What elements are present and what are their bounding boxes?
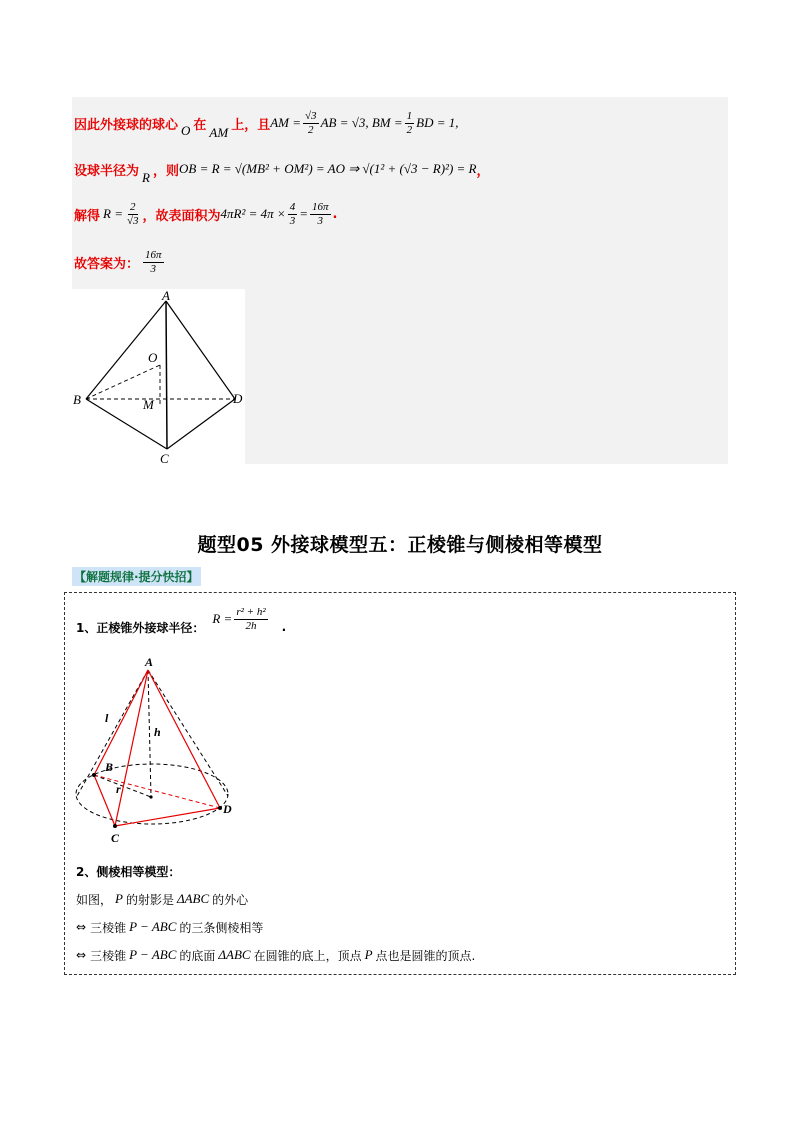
tetrahedron-figure	[72, 289, 245, 464]
point-d	[218, 806, 222, 810]
edge-dc	[167, 399, 235, 449]
rule-2-line-2	[76, 917, 263, 937]
text: 在	[193, 117, 207, 133]
label-r: r	[116, 782, 121, 796]
edge-ab	[94, 670, 148, 775]
label-h: h	[154, 725, 161, 739]
text: 三棱锥	[90, 920, 127, 935]
text: 因此外接球的球心	[74, 117, 179, 133]
var-o: O	[181, 123, 191, 138]
label-d: D	[233, 391, 243, 406]
fraction: $\frac{16\pi}{3}$	[312, 200, 329, 227]
fraction: $\frac{2}{√3}$	[126, 200, 139, 227]
point-center	[149, 795, 152, 798]
edge-ac	[115, 670, 148, 826]
label-m: M	[143, 397, 154, 412]
label-b: B	[105, 760, 114, 774]
cone-base	[76, 764, 228, 824]
solution-line-4	[74, 244, 166, 280]
text: 设球半径为	[74, 163, 140, 179]
label-a: A	[162, 289, 170, 303]
edge-ad	[166, 301, 235, 399]
radius-formula: $\frac{\text{r² + h²}}{2h}$	[236, 605, 266, 632]
math: R =	[212, 611, 233, 626]
math: BD = 1,	[416, 115, 459, 130]
label-l: l	[105, 711, 109, 725]
label-o: O	[148, 350, 158, 365]
fraction: $\frac{√3}{2}$	[305, 109, 317, 136]
text: 的外心	[212, 892, 249, 907]
label-a: A	[145, 655, 154, 669]
math: R =	[103, 206, 123, 221]
rule-1-label: 1、正棱锥外接球半径：	[76, 620, 205, 635]
label-d: D	[223, 802, 232, 816]
math: OB = R = √(MB² + OM²) = AO ⇒ √(1² + (√3 − R)²) = R	[178, 161, 477, 176]
var-p: P	[115, 891, 123, 906]
text: .	[281, 620, 287, 634]
solution-line-3	[74, 196, 337, 232]
fraction: $\frac{4}{3}$	[289, 200, 296, 227]
equivalence-icon: ⇔	[76, 948, 87, 962]
edge-bc	[86, 399, 167, 449]
text: 如图，	[76, 892, 113, 907]
var-r: R	[142, 170, 150, 185]
text: 故答案为：	[74, 256, 140, 272]
answer-fraction: $\frac{16\pi}{3}$	[145, 248, 162, 275]
math: AB = √3, BM =	[320, 115, 403, 130]
text: .	[332, 206, 338, 222]
label-c: C	[160, 451, 169, 464]
triangle-abc: ΔABC	[218, 947, 251, 962]
fraction: $\frac{1}{2}$	[406, 109, 413, 136]
math: =	[299, 206, 308, 221]
tips-tag: 【解题规律·提分快招】	[72, 567, 201, 586]
text: ，则	[152, 163, 179, 179]
segment-bo	[86, 365, 160, 399]
section-title: 题型05 外接球模型五：正棱锥与侧棱相等模型	[197, 534, 603, 556]
triangle-abc: ΔABC	[176, 891, 210, 906]
pyramid-pabc: P − ABC	[129, 947, 177, 962]
point-b	[92, 773, 96, 777]
rule-1	[76, 605, 287, 646]
label-c: C	[111, 831, 120, 845]
solution-line-1	[74, 106, 459, 140]
text: ，	[476, 163, 490, 179]
edge-ac	[166, 301, 167, 449]
var-am: AM	[209, 125, 229, 140]
var-p: P	[364, 947, 373, 962]
text: 的三条侧棱相等	[179, 920, 264, 935]
point-c	[113, 824, 117, 828]
rule-2-label: 2、侧棱相等模型：	[76, 864, 181, 879]
edge-ad	[148, 670, 220, 808]
solution-line-2	[74, 152, 490, 186]
rule-2-line-3	[76, 945, 475, 965]
pyramid-pabc: P − ABC	[129, 919, 177, 934]
text: 上，且	[231, 117, 271, 133]
cone-figure	[74, 650, 244, 850]
text: 的射影是	[125, 892, 174, 907]
text: 点也是圆锥的顶点.	[375, 948, 476, 963]
edge-bc	[94, 775, 115, 826]
text: ，故表面积为	[142, 208, 221, 224]
rule-2-line-1	[76, 889, 248, 909]
text: 的底面	[179, 948, 216, 963]
edge-bd	[94, 775, 220, 808]
radius-line	[94, 775, 151, 797]
text: 解得	[74, 208, 101, 224]
cone-generatrix-left	[77, 670, 148, 796]
text: 在圆锥的底上，顶点	[253, 948, 362, 963]
math: AM =	[270, 115, 302, 130]
height-line	[148, 670, 151, 797]
text: 三棱锥	[90, 948, 127, 963]
equivalence-icon: ⇔	[76, 920, 87, 934]
math: 4πR² = 4π ×	[220, 206, 286, 221]
label-b: B	[73, 392, 81, 407]
